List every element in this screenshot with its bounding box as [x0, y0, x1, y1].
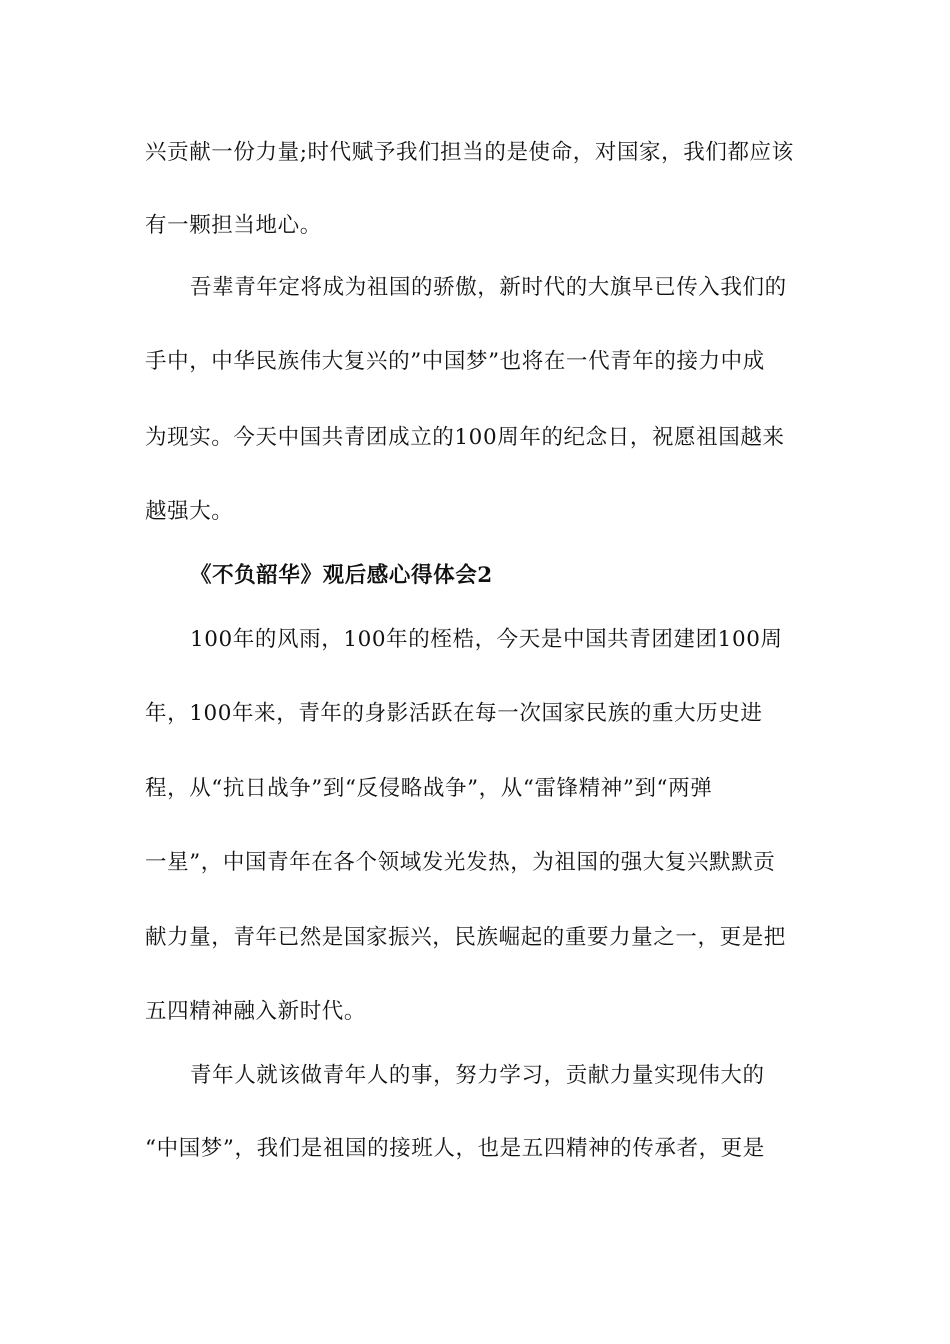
text-line: 一星”，中国青年在各个领域发光发热，为祖国的强大复兴默默贡 [145, 850, 776, 875]
text-line: 年，100年来，青年的身影活跃在每一次国家民族的重大历史进 [145, 701, 763, 726]
text-line: 五四精神融入新时代。 [145, 999, 367, 1024]
section-heading: 《不负韶华》观后感心得体会2 [190, 563, 493, 588]
paragraph-start-line: 青年人就该做青年人的事，努力学习，贡献力量实现伟大的 [190, 1063, 765, 1088]
text-line: 为现实。今天中国共青团成立的100周年的纪念日，祝愿祖国越来 [145, 425, 785, 450]
paragraph-start-line: 100年的风雨，100年的桎梏，今天是中国共青团建团100周 [190, 627, 783, 652]
text-line: 程，从“抗日战争”到“反侵略战争”，从“雷锋精神”到“两弹 [145, 776, 713, 801]
text-line: 献力量，青年已然是国家振兴，民族崛起的重要力量之一，更是把 [145, 925, 786, 950]
paragraph-start-line: 吾辈青年定将成为祖国的骄傲，新时代的大旗早已传入我们的 [190, 275, 787, 300]
text-line: 手中，中华民族伟大复兴的”中国梦”也将在一代青年的接力中成 [145, 349, 765, 374]
text-line: “中国梦”，我们是祖国的接班人，也是五四精神的传承者，更是 [145, 1136, 765, 1161]
text-line: 越强大。 [145, 499, 234, 524]
text-line: 兴贡献一份力量;时代赋予我们担当的是使命，对国家，我们都应该 [145, 140, 794, 165]
text-line: 有一颗担当地心。 [145, 213, 322, 238]
